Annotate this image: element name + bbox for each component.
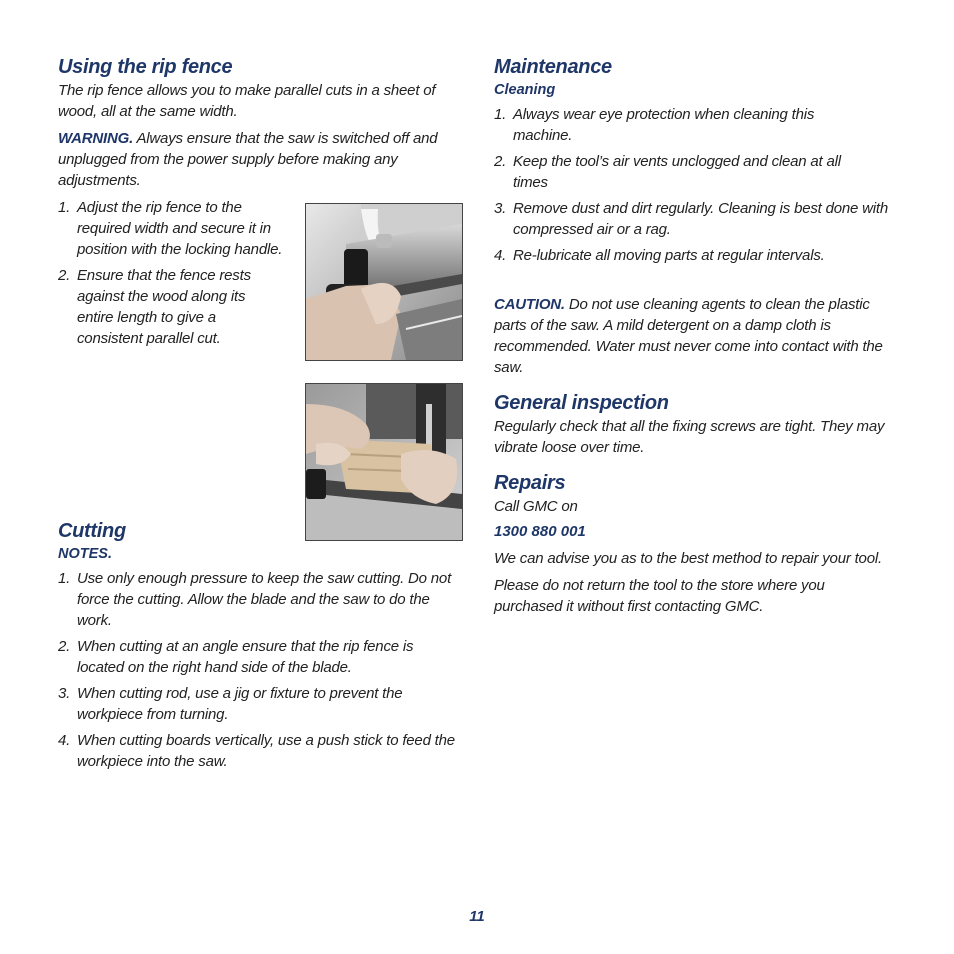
repairs-advise: We can advise you as to the best method to repair your tool.: [494, 550, 882, 567]
repairs-heading: Repairs: [494, 472, 566, 494]
step-number: 1.: [58, 570, 71, 587]
step-text: Adjust the rip fence to the required width and secure it in position with the locking handle.: [77, 199, 283, 258]
cutting-photo: [305, 383, 463, 541]
page-number: 11: [469, 908, 485, 925]
list-item: [58, 265, 283, 349]
step-number: 3.: [494, 200, 507, 217]
step-number: 3.: [58, 685, 71, 702]
step-text: Always wear eye protection when cleaning this machine.: [513, 106, 815, 144]
rip-fence-photo: [305, 203, 463, 361]
cleaning-steps: [494, 104, 899, 266]
phone-number: 1300 880 001: [494, 523, 586, 540]
step-text: When cutting rod, use a jig or fixture to prevent the workpiece from turning.: [77, 685, 403, 723]
step-number: 2.: [58, 638, 71, 655]
notes-label: NOTES.: [58, 546, 112, 562]
step-number: 1.: [58, 199, 71, 216]
caution-label: CAUTION.: [494, 296, 565, 313]
step-number: 1.: [494, 106, 507, 123]
list-item: [58, 197, 283, 260]
caution-text: Do not use cleaning agents to clean the plastic parts of the saw. A mild detergent on a damp cloth is recommended. Water must never come into contact with the saw.: [494, 296, 883, 376]
step-text: Remove dust and dirt regularly. Cleaning is best done with compressed air or a rag.: [513, 200, 888, 238]
step-number: 2.: [494, 153, 507, 170]
list-item: [58, 636, 463, 678]
inspection-heading: General inspection: [494, 392, 669, 414]
cutting-heading: Cutting: [58, 520, 126, 542]
repairs-return: Please do not return the tool to the store where you purchased it without first contacting GMC.: [494, 577, 825, 615]
maintenance-heading: Maintenance: [494, 56, 612, 78]
step-text: When cutting boards vertically, use a push stick to feed the workpiece into the saw.: [77, 732, 455, 770]
rip-fence-intro: The rip fence allows you to make parallel cuts in a sheet of wood, all at the same width.: [58, 82, 436, 120]
rip-fence-heading: Using the rip fence: [58, 56, 233, 78]
step-text: Use only enough pressure to keep the saw cutting. Do not force the cutting. Allow the blade and the saw to do the work.: [77, 570, 452, 629]
warning-text: Always ensure that the saw is switched off and unplugged from the power supply before making any adjustments.: [58, 130, 438, 189]
list-item: [58, 683, 463, 725]
step-number: 4.: [58, 732, 71, 749]
cutting-section: [58, 518, 468, 777]
step-text: Ensure that the fence rests against the wood along its entire length to give a consistent parallel cut.: [77, 267, 251, 347]
step-text: Re-lubricate all moving parts at regular intervals.: [513, 247, 825, 264]
rip-fence-steps: [58, 197, 283, 349]
step-text: Keep the tool’s air vents unclogged and clean at all times: [513, 153, 841, 191]
list-item: [494, 104, 899, 146]
list-item: [494, 245, 899, 266]
warning-label: WARNING.: [58, 130, 134, 147]
cutting-notes: [58, 568, 463, 772]
right-column: [494, 54, 904, 623]
inspection-text: Regularly check that all the fixing screws are tight. They may vibrate loose over time.: [494, 418, 885, 456]
list-item: [494, 151, 899, 193]
cleaning-label: Cleaning: [494, 82, 556, 98]
list-item: [58, 568, 463, 631]
list-item: [58, 730, 463, 772]
repairs-call: Call GMC on: [494, 498, 578, 515]
caution-paragraph: [494, 294, 894, 378]
rip-fence-warning: [58, 128, 458, 191]
step-number: 2.: [58, 267, 71, 284]
list-item: [494, 198, 899, 240]
step-number: 4.: [494, 247, 507, 264]
step-text: When cutting at an angle ensure that the rip fence is located on the right hand side of the blade.: [77, 638, 414, 676]
